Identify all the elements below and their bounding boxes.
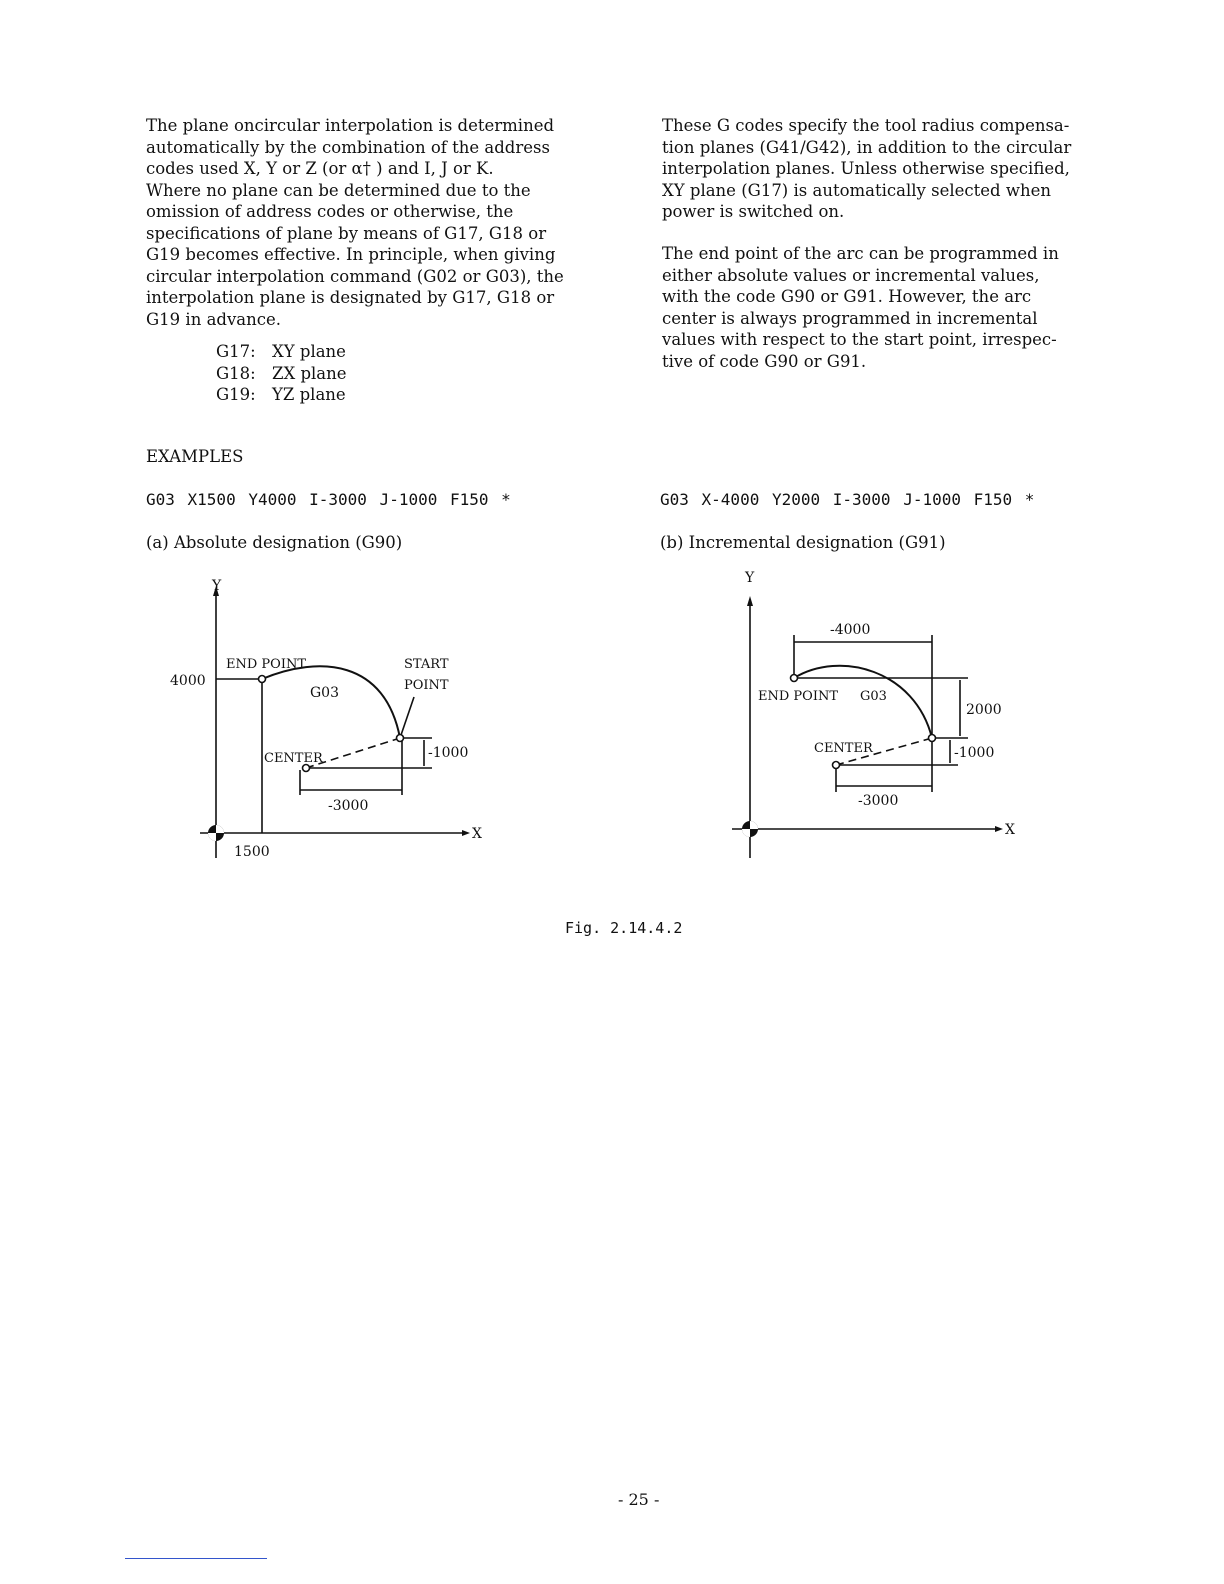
text-line: G19 becomes effective. In principle, when giving <box>146 245 556 264</box>
example-b-caption: (b) Incremental designation (G91) <box>660 533 946 552</box>
plane-name: YZ plane <box>272 385 346 404</box>
end-point-marker <box>259 676 266 683</box>
plane-name: XY plane <box>272 342 346 361</box>
end-point-label: END POINT <box>226 657 307 672</box>
plane-name: ZX plane <box>272 363 347 383</box>
i-value-label: -3000 <box>858 793 899 809</box>
g03-arc <box>262 666 400 738</box>
start-label: START <box>404 657 449 672</box>
text-line: power is switched on. <box>662 202 845 221</box>
start-point-marker <box>397 735 404 742</box>
plane-item <box>216 341 347 363</box>
origin-icon <box>742 821 758 837</box>
start-point-leader <box>400 697 414 738</box>
tool-radius-paragraph <box>662 115 1137 223</box>
y-axis-label: Y <box>212 578 222 594</box>
j-value-label: -1000 <box>954 745 995 761</box>
arc-end-point-paragraph <box>662 243 1137 372</box>
x-value-label: 1500 <box>234 844 270 860</box>
text-line: The plane oncircular interpolation is determined <box>146 116 555 135</box>
text-line: tive of code G90 or G91. <box>662 351 867 371</box>
plane-code: G17: <box>216 342 256 361</box>
diagram-incremental <box>720 565 1030 865</box>
center-marker <box>833 762 840 769</box>
plane-item <box>216 384 347 406</box>
x-axis-arrow-icon <box>995 826 1003 832</box>
text-line: specifications of plane by means of G17, G18 or <box>146 223 547 243</box>
i-value-label: -3000 <box>328 798 369 814</box>
end-point-label: END POINT <box>758 689 839 704</box>
arc-label: G03 <box>310 685 339 701</box>
text-line: tion planes (G41/G42), in addition to the circular <box>662 137 1072 157</box>
text-line: values with respect to the start point, irrespec- <box>662 330 1057 349</box>
start-point-marker <box>929 735 936 742</box>
text-line: These G codes specify the tool radius compensa- <box>662 116 1070 135</box>
text-line: either absolute values or incremental values, <box>662 265 1040 285</box>
interpolation-plane-paragraph <box>146 115 621 330</box>
y-axis-label: Y <box>745 570 755 586</box>
end-point-marker <box>791 675 798 682</box>
example-b-command: G03 X-4000 Y2000 I-3000 J-1000 F150 * <box>660 490 1035 509</box>
text-line: Where no plane can be determined due to the <box>146 180 531 200</box>
dx-value-label: -4000 <box>830 622 871 638</box>
page-number: - 25 - <box>618 1490 660 1509</box>
example-a-caption: (a) Absolute designation (G90) <box>146 533 403 552</box>
arc-label: G03 <box>860 689 887 704</box>
text-line: interpolation planes. Unless otherwise specified, <box>662 159 1070 178</box>
plane-code: G18: <box>216 363 256 383</box>
examples-heading: EXAMPLES <box>146 447 244 466</box>
diagram-absolute <box>160 570 500 870</box>
example-a-command: G03 X1500 Y4000 I-3000 J-1000 F150 * <box>146 490 511 509</box>
center-label: CENTER <box>814 741 873 756</box>
text-line: G19 in advance. <box>146 309 282 329</box>
center-label: CENTER <box>264 751 323 766</box>
text-line: codes used X, Y or Z (or α† ) and I, J or K. <box>146 159 494 178</box>
plane-item <box>216 363 347 385</box>
text-line: The end point of the arc can be programmed in <box>662 244 1059 263</box>
point-label: POINT <box>404 678 449 693</box>
plane-list <box>216 341 347 406</box>
footer-rule <box>125 1558 267 1559</box>
text-line: center is always programmed in incremental <box>662 308 1038 328</box>
text-line: omission of address codes or otherwise, the <box>146 202 514 221</box>
text-line: circular interpolation command (G02 or G03), the <box>146 266 564 286</box>
y-axis-arrow-icon <box>747 596 753 606</box>
x-axis-arrow-icon <box>462 830 470 836</box>
y-value-label: 4000 <box>170 673 206 689</box>
x-axis-label: X <box>472 826 482 842</box>
j-value-label: -1000 <box>428 745 469 761</box>
text-line: interpolation plane is designated by G17, G18 or <box>146 288 555 307</box>
text-line: with the code G90 or G91. However, the arc <box>662 287 1032 306</box>
origin-icon <box>208 825 224 841</box>
dy-value-label: 2000 <box>966 702 1002 718</box>
figure-caption: Fig. 2.14.4.2 <box>565 919 683 937</box>
x-axis-label: X <box>1005 822 1015 838</box>
plane-code: G19: <box>216 385 256 404</box>
text-line: automatically by the combination of the address <box>146 137 550 157</box>
text-line: XY plane (G17) is automatically selected when <box>662 180 1051 200</box>
